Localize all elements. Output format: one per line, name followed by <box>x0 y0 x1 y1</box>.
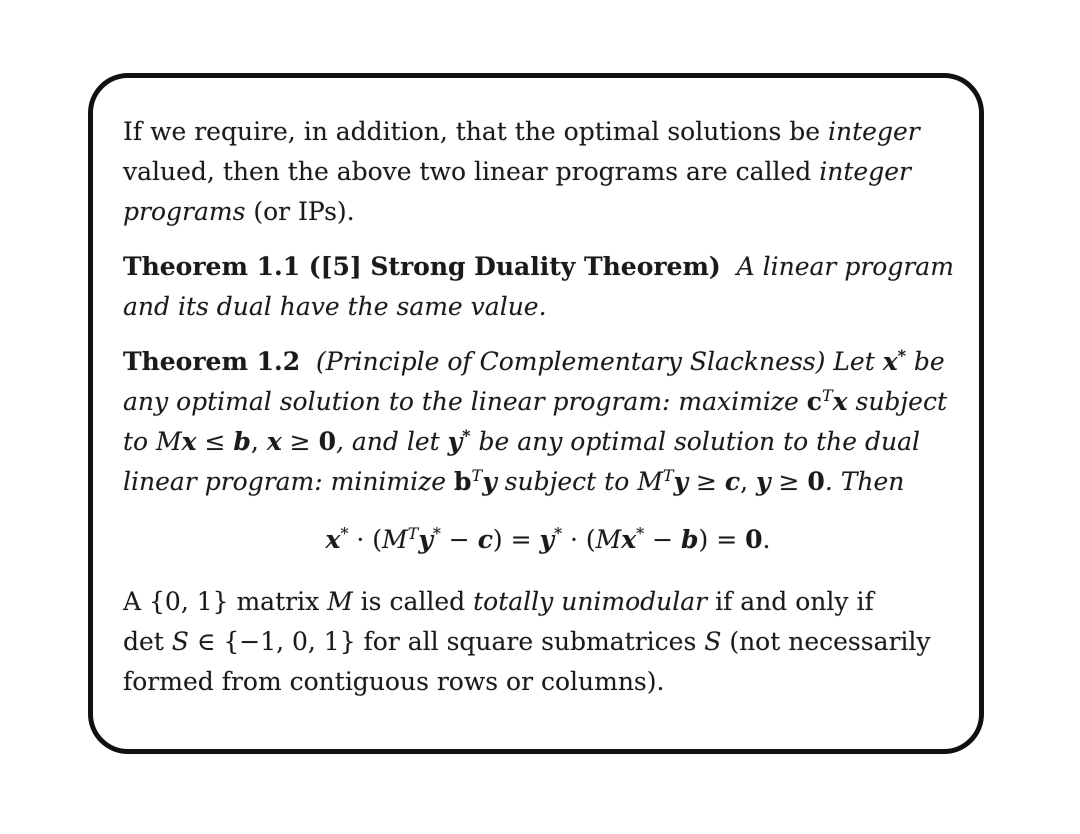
theorem-1-1 <box>123 247 973 327</box>
math-S: S <box>171 627 189 656</box>
math-dual-constraints: $M^Ty \ge c$, y ≥ 0 <box>637 466 825 496</box>
complementary-slackness-equation: $x^* \cdot (M^Ty^* - c) = y^* \cdot (Mx^* - b) = 0$. <box>325 524 771 554</box>
text: ∈ {−1, 0, 1} for all square submatrices <box>188 627 705 656</box>
math-x-star: x* <box>882 346 906 376</box>
theorem-statement: linear program: minimize <box>123 467 455 496</box>
paragraph-integer-programs <box>123 112 973 232</box>
math-objective: $c^Tx$ <box>806 386 848 416</box>
text: if and only if <box>707 587 874 616</box>
text: det <box>123 627 172 656</box>
theorem-statement: be any optimal solution to the dual <box>470 427 921 456</box>
document-body <box>123 112 973 702</box>
theorem-statement: . Then <box>824 467 905 496</box>
text: (not necessarily <box>721 627 931 656</box>
theorem-heading: Theorem 1.1 ([5] Strong Duality Theorem) <box>123 252 721 281</box>
emphasis-integer: integer <box>828 117 920 146</box>
theorem-statement: (Principle of Complementary Slackness) Let <box>316 347 883 376</box>
theorem-statement: subject <box>847 387 948 416</box>
theorem-statement: any optimal solution to the linear program: maximize <box>123 387 807 416</box>
paragraph-totally-unimodular <box>123 582 973 702</box>
text: A {0, 1} matrix <box>123 587 328 616</box>
math-dual-objective: $b^Ty$ <box>454 466 497 496</box>
theorem-statement: be <box>905 347 945 376</box>
text: formed from contiguous rows or columns). <box>123 667 665 696</box>
theorem-statement: and its dual have the same value. <box>123 292 547 321</box>
theorem-1-2 <box>123 342 973 502</box>
theorem-statement: to <box>123 427 157 456</box>
emphasis-programs: programs <box>123 197 246 226</box>
text: is called <box>352 587 474 616</box>
emphasis-integer: integer <box>819 157 911 186</box>
text: valued, then the above two linear programs are called <box>123 157 820 186</box>
math-S: S <box>704 627 722 656</box>
theorem-statement: A linear program <box>736 252 954 281</box>
math-y-star: y* <box>447 426 471 456</box>
theorem-heading: Theorem 1.2 <box>123 347 301 376</box>
text: If we require, in addition, that the optimal solutions be <box>123 117 829 146</box>
emphasis-totally-unimodular: totally unimodular <box>473 587 708 616</box>
theorem-statement: subject to <box>496 467 638 496</box>
math-primal-constraints: Mx ≤ b, x ≥ 0 <box>156 427 336 456</box>
math-M: M <box>327 587 353 616</box>
text: (or IPs). <box>245 197 355 226</box>
theorem-statement: , and let <box>335 427 448 456</box>
